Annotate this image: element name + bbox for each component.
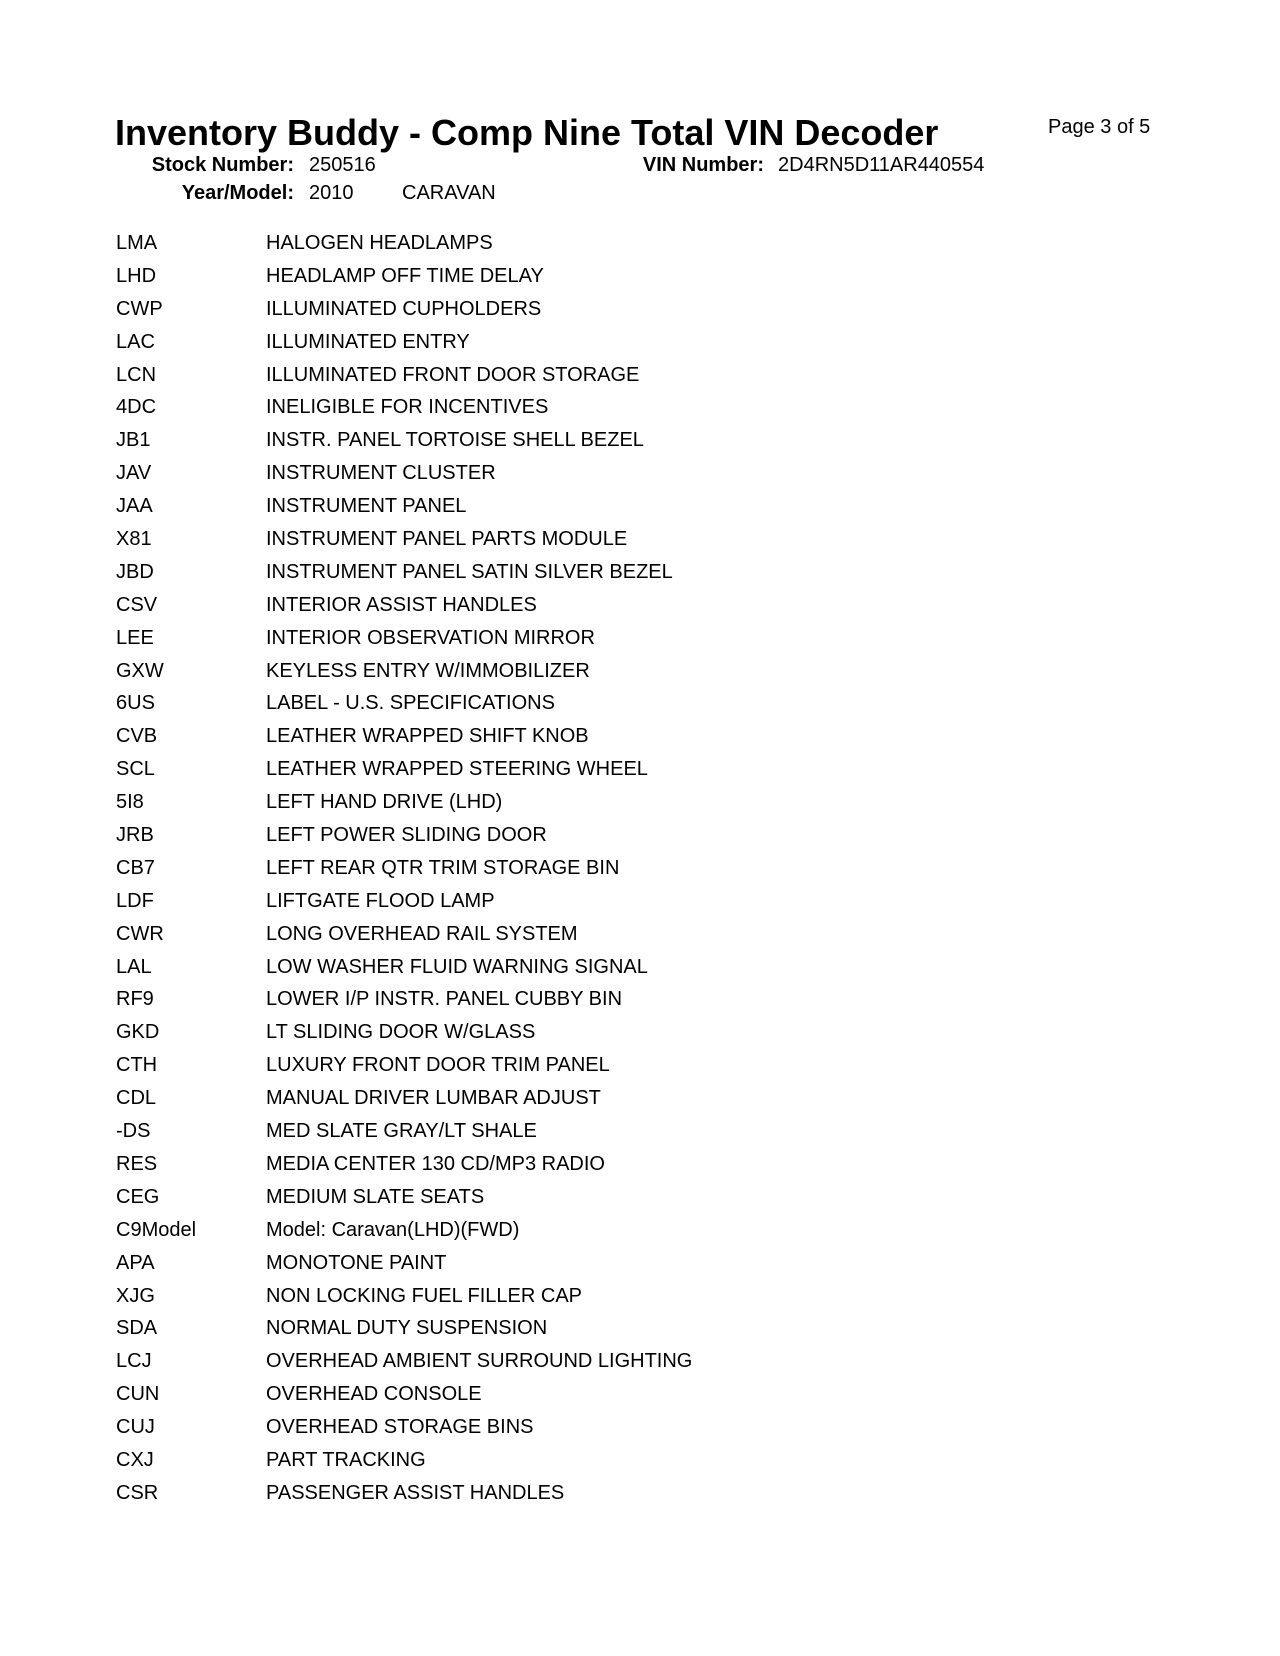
option-code-row [116,227,1016,260]
option-code: LHD [116,264,157,287]
option-code-row [116,293,1016,326]
option-code-row [116,424,1016,457]
option-code-row [116,1312,1016,1345]
option-code-row [116,1345,1016,1378]
option-code-row [116,983,1016,1016]
option-code: CDL [116,1087,157,1110]
option-code: LDF [116,889,154,912]
option-code: CB7 [116,856,155,879]
option-code-row [116,1115,1016,1148]
option-code: CWP [116,297,163,320]
option-code: 6US [116,692,155,715]
option-code: CSR [116,1481,159,1504]
option-code-row [116,819,1016,852]
option-code: GKD [116,1021,160,1044]
option-code-row [116,326,1016,359]
option-code: LEE [116,626,154,649]
option-description: KEYLESS ENTRY W/IMMOBILIZER [266,659,590,682]
option-code-row [116,556,1016,589]
option-description: INELIGIBLE FOR INCENTIVES [266,396,549,419]
option-description: MANUAL DRIVER LUMBAR ADJUST [266,1087,601,1110]
option-description: LIFTGATE FLOOD LAMP [266,889,495,912]
option-description: PASSENGER ASSIST HANDLES [266,1481,565,1504]
option-code-row [116,523,1016,556]
option-code-row [116,1016,1016,1049]
option-code: RF9 [116,988,154,1011]
option-code-row [116,1181,1016,1214]
option-description: INSTR. PANEL TORTOISE SHELL BEZEL [266,429,644,452]
option-code-row [116,457,1016,490]
year-value: 2010 [309,182,354,204]
option-code: CVB [116,725,158,748]
option-description: ILLUMINATED FRONT DOOR STORAGE [266,363,640,386]
option-code: 5I8 [116,791,144,814]
option-description: NORMAL DUTY SUSPENSION [266,1317,548,1340]
option-code-row [116,1477,1016,1510]
option-description: OVERHEAD AMBIENT SURROUND LIGHTING [266,1350,693,1373]
option-code-row [116,260,1016,293]
option-code: JRB [116,824,154,847]
option-code-row [116,687,1016,720]
option-description: LONG OVERHEAD RAIL SYSTEM [266,922,578,945]
option-code: X81 [116,528,152,551]
option-code-row [116,1378,1016,1411]
option-code-row [116,720,1016,753]
option-code: CWR [116,922,164,945]
option-description: MONOTONE PAINT [266,1251,447,1274]
option-code-row [116,885,1016,918]
option-description: LEATHER WRAPPED SHIFT KNOB [266,725,589,748]
option-code-row [116,852,1016,885]
option-description: LT SLIDING DOOR W/GLASS [266,1021,536,1044]
option-description: INTERIOR OBSERVATION MIRROR [266,626,595,649]
option-code: LAL [116,955,152,978]
option-description: LEFT POWER SLIDING DOOR [266,824,547,847]
option-code: -DS [116,1120,151,1143]
option-code: GXW [116,659,164,682]
option-description: HEADLAMP OFF TIME DELAY [266,264,544,287]
option-code-row [116,359,1016,392]
option-description: LEFT REAR QTR TRIM STORAGE BIN [266,856,620,879]
vin-number-label: VIN Number: [642,154,764,176]
option-description: LEATHER WRAPPED STEERING WHEEL [266,758,648,781]
option-code-row [116,951,1016,984]
option-code: CSV [116,593,158,616]
option-code-row [116,1049,1016,1082]
option-description: INSTRUMENT PANEL SATIN SILVER BEZEL [266,560,673,583]
option-description: MEDIA CENTER 130 CD/MP3 RADIO [266,1152,605,1175]
option-description: LABEL - U.S. SPECIFICATIONS [266,692,555,715]
option-description: INSTRUMENT PANEL PARTS MODULE [266,528,628,551]
stock-number-value: 250516 [309,154,376,176]
option-description: MEDIUM SLATE SEATS [266,1185,485,1208]
option-description: LOWER I/P INSTR. PANEL CUBBY BIN [266,988,623,1011]
option-code: CXJ [116,1448,154,1471]
document-title: Inventory Buddy - Comp Nine Total VIN Decoder [115,112,939,153]
option-description: LEFT HAND DRIVE (LHD) [266,791,503,814]
option-code-row [116,1444,1016,1477]
option-code: RES [116,1152,158,1175]
option-code: JBD [116,560,154,583]
option-code: JAA [116,495,153,518]
option-code: LMA [116,232,158,254]
option-code-row [116,622,1016,655]
option-code: CUJ [116,1416,155,1439]
option-description: MED SLATE GRAY/LT SHALE [266,1120,537,1143]
option-code: LCJ [116,1350,152,1373]
option-description: OVERHEAD STORAGE BINS [266,1416,534,1439]
option-description: NON LOCKING FUEL FILLER CAP [266,1284,582,1307]
option-code-row [116,1082,1016,1115]
option-code: APA [116,1251,155,1274]
option-code: SCL [116,758,155,781]
option-code: 4DC [116,396,157,419]
option-code-row [116,490,1016,523]
option-code-row [116,589,1016,622]
option-description: ILLUMINATED ENTRY [266,330,470,353]
option-code: JAV [116,462,152,485]
option-description: INTERIOR ASSIST HANDLES [266,593,537,616]
option-description: PART TRACKING [266,1448,426,1471]
option-code: SDA [116,1317,158,1340]
year-model-label: Year/Model: [181,182,294,204]
option-description: Model: Caravan(LHD)(FWD) [266,1218,520,1241]
option-description: INSTRUMENT CLUSTER [266,462,496,485]
option-code-row [116,786,1016,819]
option-code: CTH [116,1054,158,1077]
option-code-row [116,655,1016,688]
option-description: LOW WASHER FLUID WARNING SIGNAL [266,955,648,978]
option-code: XJG [116,1284,155,1307]
model-value: CARAVAN [402,182,496,204]
vin-number-value: 2D4RN5D11AR440554 [778,154,985,176]
option-code: C9Model [116,1218,197,1241]
option-code: LAC [116,330,155,353]
option-code: CUN [116,1383,160,1406]
option-code-row [116,1247,1016,1280]
option-code-row [116,753,1016,786]
option-code: CEG [116,1185,160,1208]
option-code-row [116,1411,1016,1444]
option-codes-list [116,227,1016,1510]
option-code-row [116,918,1016,951]
option-description: LUXURY FRONT DOOR TRIM PANEL [266,1054,610,1077]
option-description: HALOGEN HEADLAMPS [266,232,493,254]
stock-number-label: Stock Number: [151,154,294,176]
option-code: JB1 [116,429,151,452]
option-code-row [116,391,1016,424]
option-code-row [116,1214,1016,1247]
option-code-row [116,1148,1016,1181]
option-code-row [116,1280,1016,1313]
option-description: OVERHEAD CONSOLE [266,1383,482,1406]
option-description: INSTRUMENT PANEL [266,495,467,518]
option-description: ILLUMINATED CUPHOLDERS [266,297,542,320]
page-indicator: Page 3 of 5 [1048,116,1151,138]
option-code: LCN [116,363,157,386]
